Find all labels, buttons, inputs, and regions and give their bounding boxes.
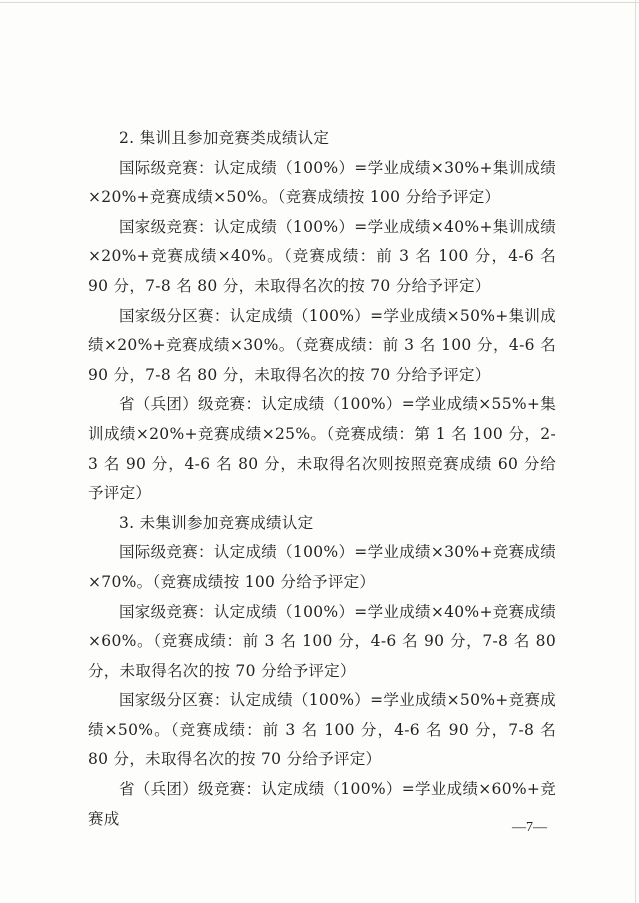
section-3-national: 国家级竞赛：认定成绩（100%）=学业成绩×40%+竞赛成绩×60%。（竞赛成绩：前 3 名 100 分，4-6 名 90 分，7-8 名 80 分，未取得名次的按 70 分给予评定） <box>88 602 556 680</box>
section-2-provincial: 省（兵团）级竞赛：认定成绩（100%）=学业成绩×55%+集训成绩×20%+竞赛成绩×25%。（竞赛成绩：第 1 名 100 分，2-3 名 90 分，4-6 名 80 分，未取得名次则按照竞赛成绩 60 分给予评定） <box>88 395 556 503</box>
section-2-international: 国际级竞赛：认定成绩（100%）=学业成绩×30%+集训成绩×20%+竞赛成绩×50%。（竞赛成绩按 100 分给予评定） <box>88 158 556 207</box>
section-2-national-regional: 国家级分区赛：认定成绩（100%）=学业成绩×50%+集训成绩×20%+竞赛成绩×30%。（竞赛成绩：前 3 名 100 分，4-6 名 90 分，7-8 名 80 分，未取得名次的按 70 分给予评定） <box>88 306 556 384</box>
document-body <box>88 124 556 834</box>
section-2-heading: 2. 集训且参加竞赛类成绩认定 <box>119 129 330 147</box>
section-3-international: 国际级竞赛：认定成绩（100%）=学业成绩×30%+竞赛成绩×70%。（竞赛成绩按 100 分给予评定） <box>88 543 556 591</box>
page-number: —7— <box>512 820 547 835</box>
section-2-national: 国家级竞赛：认定成绩（100%）=学业成绩×40%+集训成绩×20%+竞赛成绩×40%。（竞赛成绩：前 3 名 100 分，4-6 名 90 分，7-8 名 80 分，未取得名次的按 70 分给予评定） <box>88 217 556 295</box>
section-3-heading: 3. 未集训参加竞赛成绩认定 <box>119 513 314 532</box>
scan-edge-top <box>0 2 639 3</box>
section-3-national-regional: 国家级分区赛：认定成绩（100%）=学业成绩×50%+竞赛成绩×50%。（竞赛成绩：前 3 名 100 分，4-6 名 90 分，7-8 名 80 分，未取得名次的按 70 分给予评定） <box>88 691 556 769</box>
scan-edge-right <box>635 0 636 903</box>
section-3-provincial: 省（兵团）级竞赛：认定成绩（100%）=学业成绩×60%+竞赛成 <box>88 780 556 828</box>
